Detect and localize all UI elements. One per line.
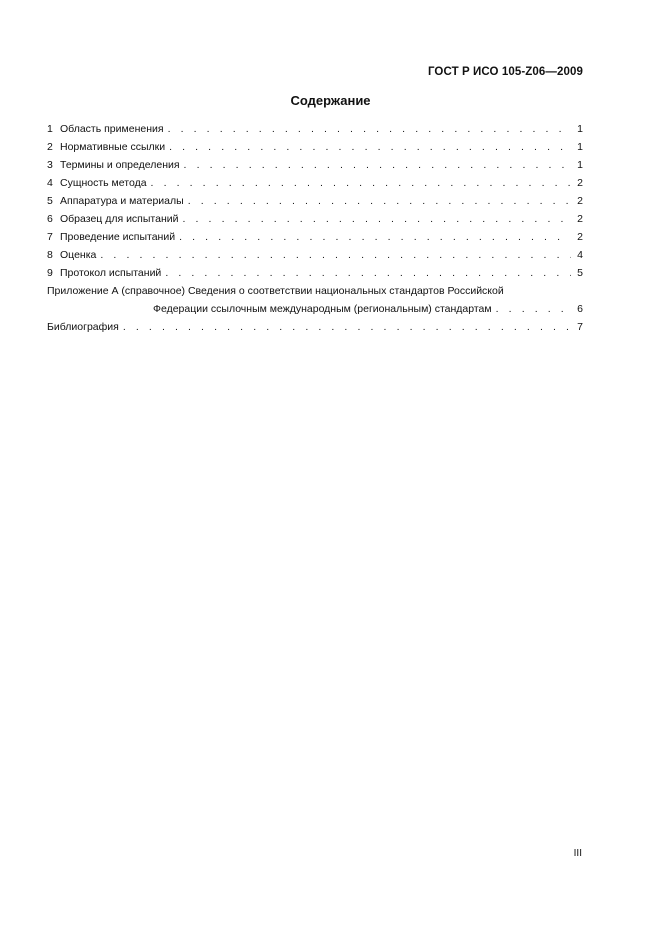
- toc-entry-page: 2: [577, 177, 583, 189]
- dot-leader: [123, 318, 571, 336]
- toc-appendix-page: 6: [577, 303, 583, 315]
- toc-entry-page: 1: [577, 159, 583, 171]
- dot-leader: [168, 120, 571, 138]
- toc-entry-number: 4: [47, 177, 53, 189]
- toc-entry-7[interactable]: [47, 228, 583, 246]
- dot-leader: [100, 246, 571, 264]
- table-of-contents: [47, 120, 583, 336]
- toc-entry-9[interactable]: [47, 264, 583, 282]
- dot-leader: [182, 210, 571, 228]
- toc-entry-page: 2: [577, 231, 583, 243]
- dot-leader: [496, 300, 571, 318]
- toc-appendix-title[interactable]: Приложение А (справочное) Сведения о соответствии национальных стандартов Российской: [47, 285, 504, 297]
- toc-entry-4[interactable]: [47, 174, 583, 192]
- toc-title: Содержание: [290, 93, 371, 108]
- toc-entry-label: Оценка: [60, 246, 100, 264]
- dot-leader: [169, 138, 571, 156]
- toc-entry-label: Проведение испытаний: [60, 228, 179, 246]
- toc-appendix-label: Федерации ссылочным международным (региональным) стандартам: [47, 300, 496, 318]
- dot-leader: [184, 156, 571, 174]
- toc-entry-label: Сущность метода: [60, 174, 151, 192]
- toc-bibliography-entry[interactable]: [47, 318, 583, 336]
- toc-entry-3[interactable]: [47, 156, 583, 174]
- toc-entry-number: 8: [47, 249, 53, 261]
- toc-entry-label: Термины и определения: [60, 156, 184, 174]
- toc-entry-6[interactable]: [47, 210, 583, 228]
- toc-bibliography-label: Библиография: [47, 318, 123, 336]
- toc-entry-label: Образец для испытаний: [60, 210, 182, 228]
- page-number: III: [573, 848, 582, 859]
- dot-leader: [151, 174, 571, 192]
- toc-entry-page: 1: [577, 123, 583, 135]
- toc-entry-page: 2: [577, 195, 583, 207]
- toc-entry-8[interactable]: [47, 246, 583, 264]
- toc-bibliography-page: 7: [577, 321, 583, 333]
- toc-entry-label: Область применения: [60, 120, 168, 138]
- toc-entry-5[interactable]: [47, 192, 583, 210]
- toc-entry-number: 9: [47, 267, 53, 279]
- toc-entry-1[interactable]: [47, 120, 583, 138]
- toc-entry-page: 2: [577, 213, 583, 225]
- document-code: ГОСТ Р ИСО 105-Z06—2009: [427, 66, 583, 78]
- toc-entry-number: 1: [47, 123, 53, 135]
- toc-appendix-entry[interactable]: [47, 300, 583, 318]
- toc-entry-label: Протокол испытаний: [60, 264, 165, 282]
- toc-entry-number: 2: [47, 141, 53, 153]
- toc-entry-number: 6: [47, 213, 53, 225]
- toc-entry-2[interactable]: [47, 138, 583, 156]
- toc-entry-number: 5: [47, 195, 53, 207]
- toc-entry-label: Аппаратура и материалы: [60, 192, 188, 210]
- dot-leader: [179, 228, 571, 246]
- dot-leader: [165, 264, 571, 282]
- toc-entry-page: 1: [577, 141, 583, 153]
- toc-entry-number: 7: [47, 231, 53, 243]
- toc-entry-label: Нормативные ссылки: [60, 138, 169, 156]
- toc-entry-number: 3: [47, 159, 53, 171]
- toc-entry-page: 4: [577, 249, 583, 261]
- toc-entry-page: 5: [577, 267, 583, 279]
- dot-leader: [188, 192, 571, 210]
